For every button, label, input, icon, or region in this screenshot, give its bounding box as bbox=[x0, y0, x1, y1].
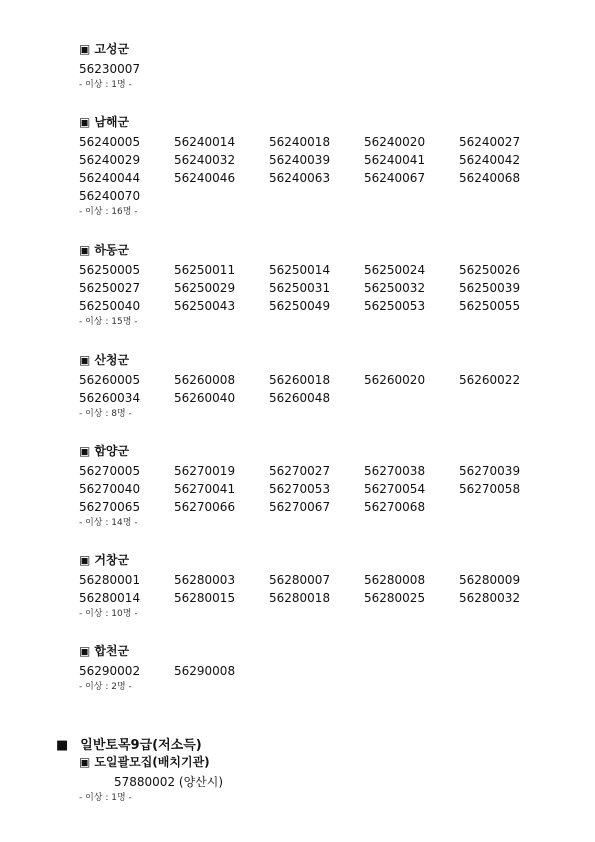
region-name: 남해군 bbox=[94, 115, 130, 129]
applicant-number: 56240067 bbox=[364, 171, 426, 185]
number-grid bbox=[79, 60, 579, 78]
region-title bbox=[79, 241, 579, 260]
applicant-number: 56260040 bbox=[174, 391, 236, 405]
applicant-number: 56240005 bbox=[79, 135, 141, 149]
applicant-number: 56240070 bbox=[79, 189, 141, 203]
subsection-block bbox=[79, 753, 579, 805]
applicant-number: 56250024 bbox=[364, 263, 426, 277]
applicant-number: 56280003 bbox=[174, 573, 236, 587]
applicant-number: 56270053 bbox=[269, 482, 331, 496]
applicant-number: 56250029 bbox=[174, 281, 236, 295]
applicant-number: 56250043 bbox=[174, 299, 236, 313]
region-title bbox=[79, 351, 579, 370]
count-note: - 이상 : 2명 - bbox=[79, 682, 132, 692]
applicant-number: 56250011 bbox=[174, 263, 236, 277]
region-block-hamyang bbox=[79, 442, 579, 530]
applicant-number: 56250055 bbox=[459, 299, 521, 313]
applicant-number: 56250014 bbox=[269, 263, 331, 277]
applicant-number: 56270067 bbox=[269, 500, 331, 514]
applicant-entry: 57880002 (양산시) bbox=[114, 775, 224, 789]
applicant-number: 56240044 bbox=[79, 171, 141, 185]
region-name: 고성군 bbox=[94, 42, 130, 56]
number-grid bbox=[79, 261, 579, 315]
region-name: 거창군 bbox=[94, 553, 130, 567]
count-note: - 이상 : 1명 - bbox=[79, 793, 132, 803]
applicant-number: 56270066 bbox=[174, 500, 236, 514]
applicant-number: 56270041 bbox=[174, 482, 236, 496]
square-bullet-icon: ▣ bbox=[79, 444, 91, 458]
region-title bbox=[79, 113, 579, 132]
applicant-number: 56270058 bbox=[459, 482, 521, 496]
applicant-number: 56240014 bbox=[174, 135, 236, 149]
applicant-number: 56280032 bbox=[459, 591, 521, 605]
number-grid bbox=[79, 371, 579, 407]
square-bullet-icon: ▣ bbox=[79, 42, 91, 56]
region-title bbox=[79, 642, 579, 661]
applicant-number: 56240068 bbox=[459, 171, 521, 185]
count-note: - 이상 : 15명 - bbox=[79, 317, 138, 327]
applicant-number: 56270040 bbox=[79, 482, 141, 496]
applicant-number: 56240029 bbox=[79, 153, 141, 167]
applicant-number: 56280008 bbox=[364, 573, 426, 587]
square-bullet-icon: ▣ bbox=[79, 243, 91, 257]
square-bullet-icon: ▣ bbox=[79, 755, 91, 769]
applicant-number: 56270065 bbox=[79, 500, 141, 514]
subsection-title bbox=[79, 753, 579, 772]
applicant-number: 56250031 bbox=[269, 281, 331, 295]
region-block-sancheong bbox=[79, 351, 579, 421]
square-bullet-icon: ▣ bbox=[79, 353, 91, 367]
number-grid bbox=[79, 571, 579, 607]
applicant-number: 56240063 bbox=[269, 171, 331, 185]
region-block-geochang bbox=[79, 551, 579, 621]
region-title bbox=[79, 551, 579, 570]
applicant-number: 56270054 bbox=[364, 482, 426, 496]
count-note: - 이상 : 16명 - bbox=[79, 207, 138, 217]
applicant-number: 56290008 bbox=[174, 664, 236, 678]
count-note: - 이상 : 14명 - bbox=[79, 518, 138, 528]
region-title bbox=[79, 40, 579, 59]
applicant-number: 56260018 bbox=[269, 373, 331, 387]
applicant-number: 56270005 bbox=[79, 464, 141, 478]
region-name: 하동군 bbox=[94, 243, 130, 257]
filled-square-bullet-icon: ■ bbox=[56, 738, 69, 753]
applicant-number: 56280001 bbox=[79, 573, 141, 587]
applicant-number: 56280018 bbox=[269, 591, 331, 605]
applicant-number: 56280025 bbox=[364, 591, 426, 605]
applicant-number: 56280014 bbox=[79, 591, 141, 605]
region-name: 합천군 bbox=[94, 644, 130, 658]
number-grid bbox=[79, 462, 579, 516]
region-block-goseong bbox=[79, 40, 579, 92]
applicant-number: 56280009 bbox=[459, 573, 521, 587]
applicant-number: 56240041 bbox=[364, 153, 426, 167]
applicant-number: 56270038 bbox=[364, 464, 426, 478]
square-bullet-icon: ▣ bbox=[79, 115, 91, 129]
applicant-number: 56240032 bbox=[174, 153, 236, 167]
applicant-number: 56240020 bbox=[364, 135, 426, 149]
category-title: 일반토목9급(저소득) bbox=[80, 738, 202, 753]
applicant-number: 56280007 bbox=[269, 573, 331, 587]
applicant-number: 56250005 bbox=[79, 263, 141, 277]
applicant-number: 56260008 bbox=[174, 373, 236, 387]
category-heading bbox=[56, 734, 202, 753]
count-note: - 이상 : 10명 - bbox=[79, 609, 138, 619]
applicant-number: 56250040 bbox=[79, 299, 141, 313]
applicant-number: 56250026 bbox=[459, 263, 521, 277]
region-title bbox=[79, 442, 579, 461]
applicant-number: 56290002 bbox=[79, 664, 141, 678]
applicant-number: 56260005 bbox=[79, 373, 141, 387]
number-grid bbox=[79, 662, 579, 680]
region-name: 산청군 bbox=[94, 353, 130, 367]
region-block-hapcheon bbox=[79, 642, 579, 694]
applicant-number: 56240046 bbox=[174, 171, 236, 185]
applicant-number: 56240027 bbox=[459, 135, 521, 149]
applicant-number: 56260048 bbox=[269, 391, 331, 405]
applicant-number: 56270039 bbox=[459, 464, 521, 478]
count-note: - 이상 : 8명 - bbox=[79, 409, 132, 419]
applicant-number: 56240018 bbox=[269, 135, 331, 149]
region-block-namhae bbox=[79, 113, 579, 219]
applicant-number: 56270068 bbox=[364, 500, 426, 514]
square-bullet-icon: ▣ bbox=[79, 553, 91, 567]
applicant-number: 56250039 bbox=[459, 281, 521, 295]
applicant-number: 56260022 bbox=[459, 373, 521, 387]
applicant-number: 56270027 bbox=[269, 464, 331, 478]
applicant-number: 56250032 bbox=[364, 281, 426, 295]
subsection-name: 도일괄모집(배치기관) bbox=[94, 755, 210, 769]
applicant-number: 56270019 bbox=[174, 464, 236, 478]
applicant-number: 56240039 bbox=[269, 153, 331, 167]
applicant-number: 56240042 bbox=[459, 153, 521, 167]
applicant-number: 56250027 bbox=[79, 281, 141, 295]
square-bullet-icon: ▣ bbox=[79, 644, 91, 658]
region-block-hadong bbox=[79, 241, 579, 329]
region-name: 함양군 bbox=[94, 444, 130, 458]
applicant-number: 56260034 bbox=[79, 391, 141, 405]
applicant-number: 56250049 bbox=[269, 299, 331, 313]
applicant-number: 56280015 bbox=[174, 591, 236, 605]
number-grid bbox=[79, 133, 579, 205]
count-note: - 이상 : 1명 - bbox=[79, 80, 132, 90]
applicant-number: 56230007 bbox=[79, 62, 141, 76]
applicant-number: 56250053 bbox=[364, 299, 426, 313]
applicant-number: 56260020 bbox=[364, 373, 426, 387]
